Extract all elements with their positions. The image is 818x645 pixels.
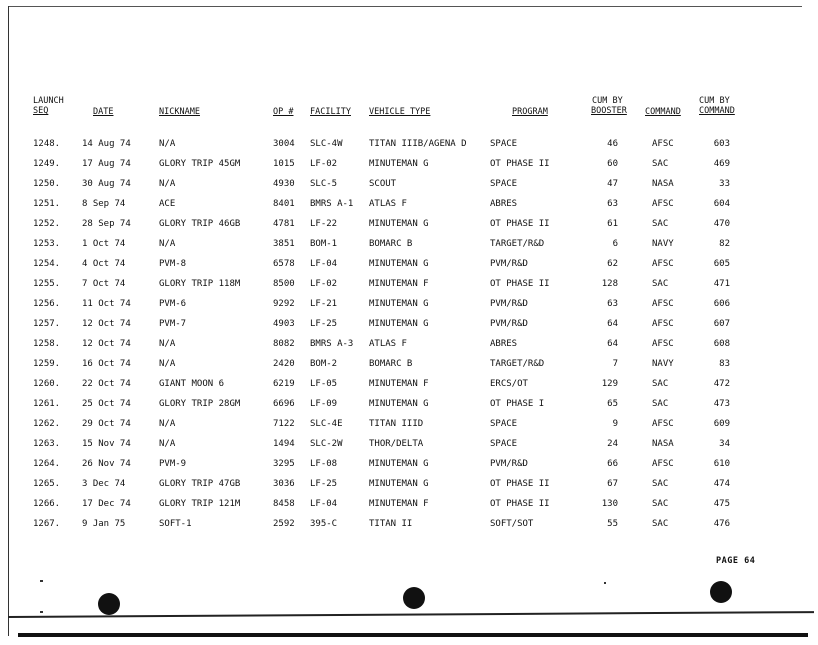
- cell-cum-command: 474: [713, 479, 730, 489]
- table-row: [0, 179, 818, 193]
- cell-program: PVM/R&D: [490, 319, 528, 329]
- cell-cum-booster: 64: [607, 339, 618, 349]
- cell-facility: LF-25: [310, 479, 338, 489]
- cell-cum-command: 609: [713, 419, 730, 429]
- cell-program: SPACE: [490, 419, 518, 429]
- cell-date: 26 Nov 74: [82, 459, 131, 469]
- cell-vehicle: MINUTEMAN G: [369, 399, 429, 409]
- cell-vehicle: SCOUT: [369, 179, 397, 189]
- cell-nickname: N/A: [159, 139, 176, 149]
- cell-command: NAVY: [652, 359, 674, 369]
- cell-facility: LF-02: [310, 159, 338, 169]
- cell-cum-booster: 6: [612, 239, 618, 249]
- cell-cum-command: 605: [713, 259, 730, 269]
- header-nickname: NICKNAME: [159, 107, 200, 117]
- cell-seq: 1256.: [33, 299, 61, 309]
- cell-vehicle: TITAN II: [369, 519, 413, 529]
- header-launch-seq-line2: SEQ: [33, 106, 49, 116]
- cell-cum-booster: 62: [607, 259, 618, 269]
- cell-vehicle: THOR/DELTA: [369, 439, 424, 449]
- header-facility: FACILITY: [310, 107, 351, 117]
- cell-seq: 1261.: [33, 399, 61, 409]
- cell-vehicle: MINUTEMAN F: [369, 379, 429, 389]
- table-row: [0, 419, 818, 433]
- cell-seq: 1249.: [33, 159, 61, 169]
- table-row: [0, 159, 818, 173]
- cell-op: 3295: [273, 459, 295, 469]
- cell-cum-booster: 24: [607, 439, 618, 449]
- cell-seq: 1262.: [33, 419, 61, 429]
- page-shadow-bottom: [18, 633, 808, 637]
- cell-date: 9 Jan 75: [82, 519, 126, 529]
- cell-cum-command: 472: [713, 379, 730, 389]
- cell-seq: 1248.: [33, 139, 61, 149]
- cell-nickname: PVM-6: [159, 299, 187, 309]
- cell-vehicle: BOMARC B: [369, 239, 413, 249]
- cell-cum-booster: 66: [607, 459, 618, 469]
- cell-op: 3004: [273, 139, 295, 149]
- page-edge-bottom: [8, 611, 814, 618]
- table-row: [0, 439, 818, 453]
- cell-vehicle: MINUTEMAN G: [369, 259, 429, 269]
- cell-program: PVM/R&D: [490, 459, 528, 469]
- cell-program: OT PHASE II: [490, 499, 550, 509]
- cell-cum-booster: 7: [612, 359, 618, 369]
- cell-facility: SLC-4E: [310, 419, 343, 429]
- cell-command: SAC: [652, 499, 669, 509]
- cell-cum-command: 469: [713, 159, 730, 169]
- header-cum-command-line2: COMMAND: [699, 106, 735, 116]
- cell-cum-command: 34: [719, 439, 730, 449]
- cell-cum-command: 603: [713, 139, 730, 149]
- cell-command: NASA: [652, 439, 674, 449]
- cell-cum-booster: 60: [607, 159, 618, 169]
- cell-op: 8500: [273, 279, 295, 289]
- cell-program: OT PHASE II: [490, 159, 550, 169]
- cell-cum-command: 608: [713, 339, 730, 349]
- cell-cum-booster: 9: [612, 419, 618, 429]
- table-row: [0, 219, 818, 233]
- cell-seq: 1259.: [33, 359, 61, 369]
- cell-cum-booster: 63: [607, 299, 618, 309]
- cell-date: 11 Oct 74: [82, 299, 131, 309]
- cell-program: ERCS/OT: [490, 379, 528, 389]
- cell-command: AFSC: [652, 139, 674, 149]
- cell-program: TARGET/R&D: [490, 359, 545, 369]
- cell-date: 12 Oct 74: [82, 319, 131, 329]
- cell-op: 6219: [273, 379, 295, 389]
- cell-facility: LF-04: [310, 499, 338, 509]
- punch-hole: [98, 593, 120, 615]
- cell-op: 9292: [273, 299, 295, 309]
- cell-cum-command: 476: [713, 519, 730, 529]
- cell-op: 8082: [273, 339, 295, 349]
- table-row: [0, 459, 818, 473]
- table-row: [0, 259, 818, 273]
- cell-date: 28 Sep 74: [82, 219, 131, 229]
- cell-cum-command: 475: [713, 499, 730, 509]
- cell-cum-command: 470: [713, 219, 730, 229]
- cell-command: SAC: [652, 279, 669, 289]
- cell-nickname: GLORY TRIP 45GM: [159, 159, 241, 169]
- cell-nickname: GLORY TRIP 118M: [159, 279, 241, 289]
- header-launch-seq-line1: LAUNCH: [33, 96, 64, 106]
- cell-command: AFSC: [652, 199, 674, 209]
- cell-facility: LF-05: [310, 379, 338, 389]
- cell-cum-booster: 61: [607, 219, 618, 229]
- cell-facility: LF-25: [310, 319, 338, 329]
- scan-speck: [604, 582, 606, 584]
- cell-nickname: GLORY TRIP 28GM: [159, 399, 241, 409]
- cell-cum-command: 606: [713, 299, 730, 309]
- cell-cum-booster: 65: [607, 399, 618, 409]
- cell-nickname: PVM-7: [159, 319, 187, 329]
- cell-cum-booster: 55: [607, 519, 618, 529]
- cell-vehicle: MINUTEMAN G: [369, 479, 429, 489]
- cell-date: 8 Sep 74: [82, 199, 126, 209]
- cell-date: 16 Oct 74: [82, 359, 131, 369]
- cell-nickname: ACE: [159, 199, 176, 209]
- cell-op: 4903: [273, 319, 295, 329]
- cell-cum-command: 82: [719, 239, 730, 249]
- cell-nickname: SOFT-1: [159, 519, 192, 529]
- cell-vehicle: TITAN IIID: [369, 419, 424, 429]
- table-row: [0, 239, 818, 253]
- cell-facility: SLC-2W: [310, 439, 343, 449]
- cell-cum-booster: 130: [601, 499, 618, 509]
- cell-cum-booster: 46: [607, 139, 618, 149]
- cell-date: 1 Oct 74: [82, 239, 126, 249]
- cell-program: SPACE: [490, 179, 518, 189]
- cell-program: PVM/R&D: [490, 259, 528, 269]
- cell-facility: LF-04: [310, 259, 338, 269]
- cell-op: 4781: [273, 219, 295, 229]
- cell-op: 2420: [273, 359, 295, 369]
- table-row: [0, 379, 818, 393]
- cell-date: 17 Aug 74: [82, 159, 131, 169]
- cell-program: OT PHASE I: [490, 399, 545, 409]
- cell-date: 4 Oct 74: [82, 259, 126, 269]
- cell-date: 29 Oct 74: [82, 419, 131, 429]
- cell-seq: 1266.: [33, 499, 61, 509]
- cell-op: 2592: [273, 519, 295, 529]
- cell-op: 6696: [273, 399, 295, 409]
- cell-command: SAC: [652, 159, 669, 169]
- cell-nickname: N/A: [159, 439, 176, 449]
- cell-date: 7 Oct 74: [82, 279, 126, 289]
- header-program: PROGRAM: [512, 107, 548, 117]
- table-row: [0, 319, 818, 333]
- page-number: PAGE 64: [716, 556, 756, 566]
- cell-nickname: N/A: [159, 339, 176, 349]
- cell-facility: LF-22: [310, 219, 338, 229]
- cell-program: TARGET/R&D: [490, 239, 545, 249]
- cell-command: NASA: [652, 179, 674, 189]
- cell-cum-booster: 67: [607, 479, 618, 489]
- cell-op: 3851: [273, 239, 295, 249]
- cell-program: SOFT/SOT: [490, 519, 534, 529]
- cell-program: OT PHASE II: [490, 479, 550, 489]
- scan-speck: [40, 580, 43, 582]
- cell-vehicle: MINUTEMAN F: [369, 279, 429, 289]
- table-row: [0, 359, 818, 373]
- cell-seq: 1257.: [33, 319, 61, 329]
- cell-facility: BMRS A-3: [310, 339, 354, 349]
- cell-program: OT PHASE II: [490, 279, 550, 289]
- cell-cum-command: 83: [719, 359, 730, 369]
- cell-program: ABRES: [490, 199, 518, 209]
- cell-cum-command: 33: [719, 179, 730, 189]
- cell-cum-command: 607: [713, 319, 730, 329]
- cell-nickname: N/A: [159, 359, 176, 369]
- cell-cum-booster: 128: [601, 279, 618, 289]
- cell-seq: 1267.: [33, 519, 61, 529]
- table-row: [0, 139, 818, 153]
- cell-date: 30 Aug 74: [82, 179, 131, 189]
- cell-command: AFSC: [652, 259, 674, 269]
- cell-op: 4930: [273, 179, 295, 189]
- table-row: [0, 279, 818, 293]
- cell-nickname: N/A: [159, 419, 176, 429]
- scan-speck: [40, 611, 43, 613]
- cell-facility: LF-02: [310, 279, 338, 289]
- header-op: OP #: [273, 107, 294, 117]
- cell-op: 3036: [273, 479, 295, 489]
- header-vehicle-type: VEHICLE TYPE: [369, 107, 431, 117]
- punch-hole: [403, 587, 425, 609]
- cell-vehicle: MINUTEMAN F: [369, 499, 429, 509]
- cell-seq: 1251.: [33, 199, 61, 209]
- cell-date: 17 Dec 74: [82, 499, 131, 509]
- cell-facility: BMRS A-1: [310, 199, 354, 209]
- cell-program: SPACE: [490, 439, 518, 449]
- header-cum-command-line1: CUM BY: [699, 96, 730, 106]
- header-command: COMMAND: [645, 107, 681, 117]
- cell-seq: 1254.: [33, 259, 61, 269]
- cell-date: 12 Oct 74: [82, 339, 131, 349]
- table-row: [0, 399, 818, 413]
- cell-cum-command: 610: [713, 459, 730, 469]
- cell-command: AFSC: [652, 299, 674, 309]
- cell-cum-booster: 47: [607, 179, 618, 189]
- cell-seq: 1264.: [33, 459, 61, 469]
- cell-seq: 1265.: [33, 479, 61, 489]
- table-row: [0, 199, 818, 213]
- cell-nickname: GLORY TRIP 46GB: [159, 219, 241, 229]
- cell-cum-command: 471: [713, 279, 730, 289]
- cell-vehicle: BOMARC B: [369, 359, 413, 369]
- cell-cum-command: 604: [713, 199, 730, 209]
- cell-command: SAC: [652, 479, 669, 489]
- cell-cum-booster: 63: [607, 199, 618, 209]
- cell-program: OT PHASE II: [490, 219, 550, 229]
- cell-command: AFSC: [652, 419, 674, 429]
- cell-seq: 1260.: [33, 379, 61, 389]
- cell-cum-booster: 64: [607, 319, 618, 329]
- cell-command: AFSC: [652, 339, 674, 349]
- cell-command: SAC: [652, 399, 669, 409]
- table-row: [0, 519, 818, 533]
- table-row: [0, 339, 818, 353]
- punch-hole: [710, 581, 732, 603]
- table-row: [0, 499, 818, 513]
- cell-nickname: N/A: [159, 179, 176, 189]
- cell-facility: LF-08: [310, 459, 338, 469]
- cell-vehicle: MINUTEMAN G: [369, 459, 429, 469]
- table-row: [0, 299, 818, 313]
- cell-nickname: GLORY TRIP 47GB: [159, 479, 241, 489]
- cell-nickname: PVM-8: [159, 259, 187, 269]
- cell-facility: BOM-1: [310, 239, 338, 249]
- header-cum-booster-line2: BOOSTER: [591, 106, 627, 116]
- cell-op: 8401: [273, 199, 295, 209]
- cell-facility: LF-09: [310, 399, 338, 409]
- cell-vehicle: ATLAS F: [369, 199, 407, 209]
- cell-date: 22 Oct 74: [82, 379, 131, 389]
- cell-facility: SLC-5: [310, 179, 338, 189]
- cell-date: 14 Aug 74: [82, 139, 131, 149]
- page-edge-top: [8, 6, 802, 7]
- cell-seq: 1250.: [33, 179, 61, 189]
- cell-facility: BOM-2: [310, 359, 338, 369]
- cell-command: NAVY: [652, 239, 674, 249]
- cell-vehicle: MINUTEMAN G: [369, 159, 429, 169]
- cell-command: AFSC: [652, 459, 674, 469]
- cell-date: 3 Dec 74: [82, 479, 126, 489]
- cell-op: 6578: [273, 259, 295, 269]
- cell-program: SPACE: [490, 139, 518, 149]
- cell-command: SAC: [652, 519, 669, 529]
- cell-seq: 1255.: [33, 279, 61, 289]
- cell-nickname: N/A: [159, 239, 176, 249]
- cell-command: SAC: [652, 379, 669, 389]
- cell-facility: 395-C: [310, 519, 338, 529]
- cell-vehicle: MINUTEMAN G: [369, 299, 429, 309]
- cell-cum-booster: 129: [601, 379, 618, 389]
- cell-op: 1015: [273, 159, 295, 169]
- table-row: [0, 479, 818, 493]
- cell-vehicle: ATLAS F: [369, 339, 407, 349]
- cell-program: PVM/R&D: [490, 299, 528, 309]
- cell-seq: 1258.: [33, 339, 61, 349]
- cell-nickname: PVM-9: [159, 459, 187, 469]
- cell-cum-command: 473: [713, 399, 730, 409]
- cell-op: 1494: [273, 439, 295, 449]
- cell-vehicle: MINUTEMAN G: [369, 319, 429, 329]
- cell-command: AFSC: [652, 319, 674, 329]
- cell-date: 15 Nov 74: [82, 439, 131, 449]
- cell-facility: SLC-4W: [310, 139, 343, 149]
- cell-vehicle: MINUTEMAN G: [369, 219, 429, 229]
- cell-seq: 1253.: [33, 239, 61, 249]
- cell-program: ABRES: [490, 339, 518, 349]
- cell-seq: 1252.: [33, 219, 61, 229]
- cell-seq: 1263.: [33, 439, 61, 449]
- cell-facility: LF-21: [310, 299, 338, 309]
- cell-nickname: GLORY TRIP 121M: [159, 499, 241, 509]
- header-date: DATE: [93, 107, 114, 117]
- cell-op: 7122: [273, 419, 295, 429]
- cell-vehicle: TITAN IIIB/AGENA D: [369, 139, 467, 149]
- cell-nickname: GIANT MOON 6: [159, 379, 225, 389]
- cell-command: SAC: [652, 219, 669, 229]
- header-cum-booster-line1: CUM BY: [592, 96, 623, 106]
- cell-date: 25 Oct 74: [82, 399, 131, 409]
- cell-op: 8458: [273, 499, 295, 509]
